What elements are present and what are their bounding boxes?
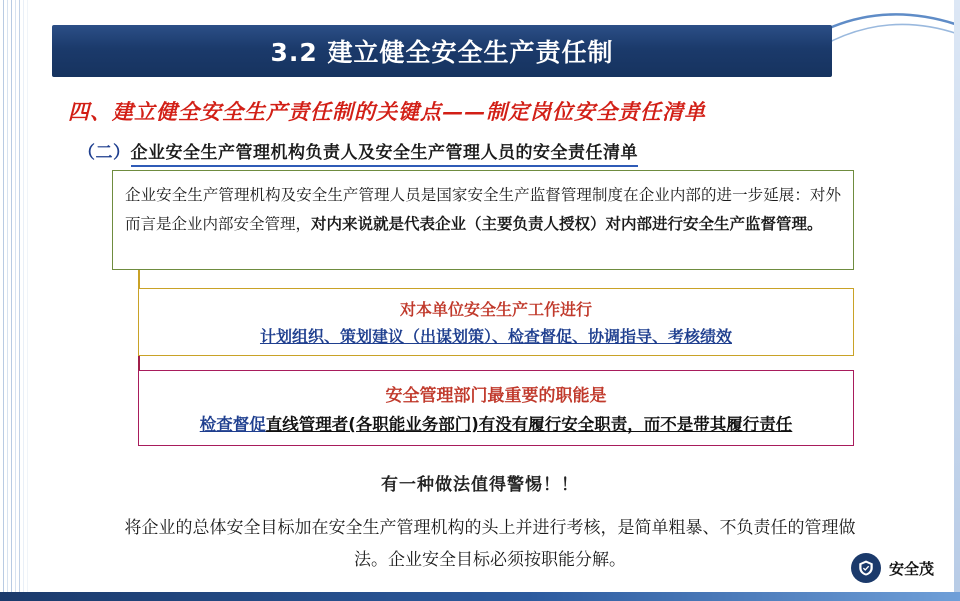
sub-heading-number: （二） [78, 143, 131, 163]
connector-line-yellow [138, 270, 140, 288]
key-function-rest: 直线管理者(各职能业务部门)有没有履行安全职责，而不是带其履行责任 [265, 415, 793, 434]
key-function-line2 [200, 411, 793, 435]
decorative-left-stripes [0, 0, 30, 601]
warning-line: 有一种做法值得警惕！！ [381, 475, 579, 495]
decorative-bottom-bar [0, 592, 960, 601]
key-function-box [138, 370, 854, 446]
shield-icon [851, 553, 881, 583]
functions-box [138, 288, 854, 356]
closing-paragraph: 将企业的总体安全目标加在安全生产管理机构的头上并进行考核，是简单粗暴、不负责任的管理做法。企业安全目标必须按职能分解。 [124, 518, 856, 570]
key-function-emphasis: 检查督促 [199, 415, 266, 434]
page-title: 3.2 建立健全安全生产责任制 [270, 38, 614, 67]
section-heading-red: 四、建立健全安全生产责任制的关键点——制定岗位安全责任清单 [68, 99, 706, 124]
connector-line-magenta [138, 356, 140, 370]
definition-box [112, 170, 854, 270]
watermark-text: 安全茂 [888, 559, 934, 578]
functions-box-line1: 对本单位安全生产工作进行 [399, 300, 592, 319]
sub-heading-text: 企业安全生产管理机构负责人及安全生产管理人员的安全责任清单 [131, 143, 639, 167]
definition-bold-text: 对内来说就是代表企业（主要负责人授权）对内部进行安全生产监督管理。 [311, 215, 823, 233]
slide-title-bar [52, 25, 832, 77]
key-function-line1: 安全管理部门最重要的职能是 [385, 386, 607, 406]
watermark-badge [847, 549, 942, 587]
decorative-right-edge [954, 0, 960, 601]
functions-box-line2: 计划组织、策划建议（出谋划策）、检查督促、协调指导、考核绩效 [259, 327, 732, 346]
definition-normal-text: 企业安全生产管理机构及安全生产管理人员是国家安全生产监督管理制度在企业内部的进一步延展：对外而言是企业内部安全管理， [125, 186, 841, 233]
sub-heading [78, 138, 908, 163]
